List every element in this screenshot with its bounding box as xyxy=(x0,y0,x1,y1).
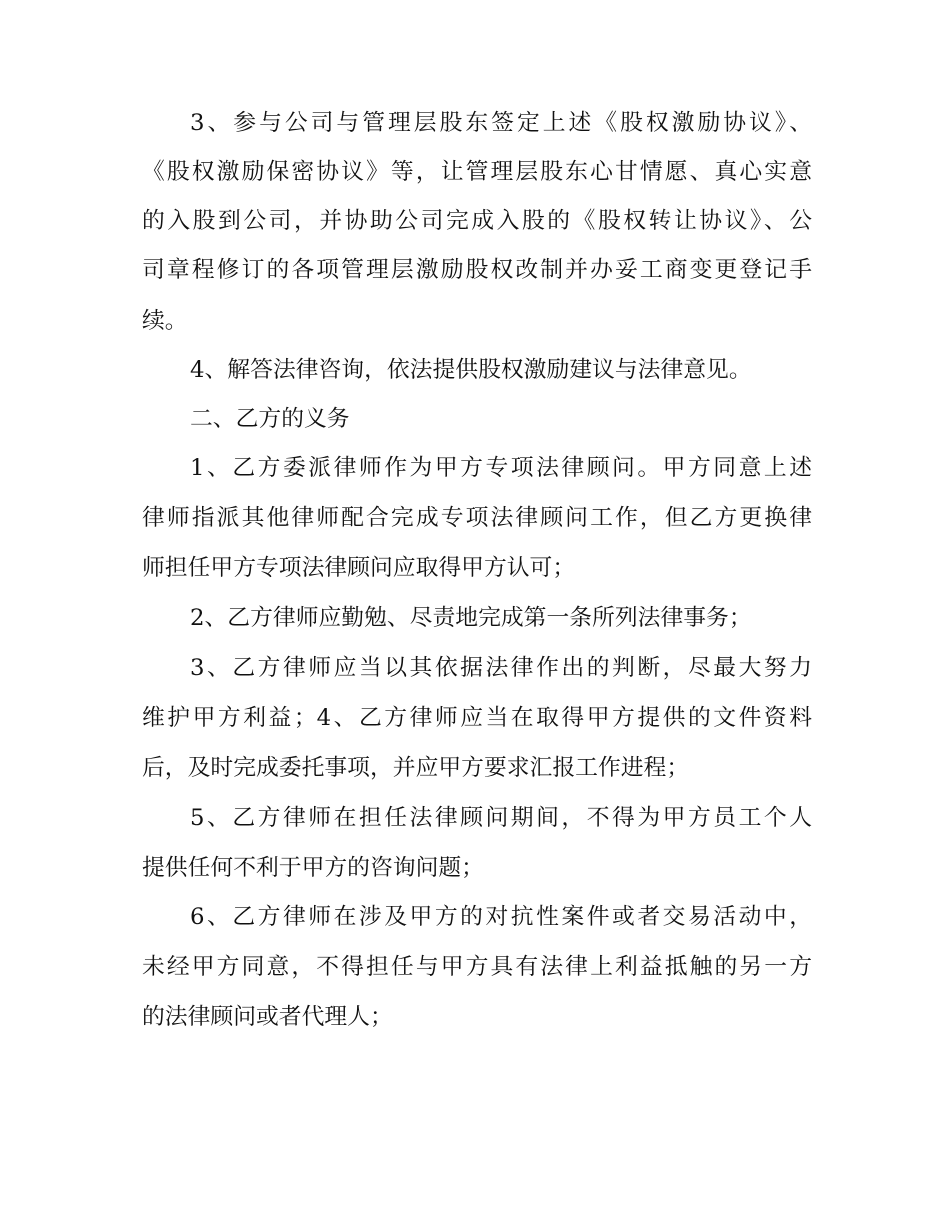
text-line: 后，及时完成委托事项，并应甲方要求汇报工作进程； xyxy=(142,755,690,781)
text-line: 的入股到公司，并协助公司完成入股的《股权转让协议》、公 xyxy=(142,208,812,234)
text-line: 6、乙方律师在涉及甲方的对抗性案件或者交易活动中， xyxy=(190,904,812,930)
text-line: 的法律顾问或者代理人； xyxy=(142,1004,393,1030)
text-line: 续。 xyxy=(142,308,188,334)
text-line: 未经甲方同意，不得担任与甲方具有法律上利益抵触的另一方 xyxy=(142,954,812,980)
section-heading: 二、乙方的义务 xyxy=(190,406,350,432)
text-line: 师担任甲方专项法律顾问应取得甲方认可； xyxy=(142,555,576,581)
text-line: 1、乙方委派律师作为甲方专项法律顾问。甲方同意上述 xyxy=(190,455,812,481)
text-line: 司章程修订的各项管理层激励股权改制并办妥工商变更登记手 xyxy=(142,257,812,283)
text-line: 《股权激励保密协议》等，让管理层股东心甘情愿、真心实意 xyxy=(142,159,812,185)
text-line: 律师指派其他律师配合完成专项法律顾问工作，但乙方更换律 xyxy=(142,505,812,531)
text-line: 4、解答法律咨询，依法提供股权激励建议与法律意见。 xyxy=(190,357,752,383)
text-line: 3、参与公司与管理层股东签定上述《股权激励协议》、 xyxy=(190,110,812,136)
text-line: 5、乙方律师在担任法律顾问期间，不得为甲方员工个人 xyxy=(190,805,812,831)
text-line: 维护甲方利益；4、乙方律师应当在取得甲方提供的文件资料 xyxy=(142,705,812,731)
text-line: 3、乙方律师应当以其依据法律作出的判断，尽最大努力 xyxy=(190,655,812,681)
text-line: 提供任何不利于甲方的咨询问题； xyxy=(142,855,484,881)
text-line: 2、乙方律师应勤勉、尽责地完成第一条所列法律事务； xyxy=(190,605,752,631)
